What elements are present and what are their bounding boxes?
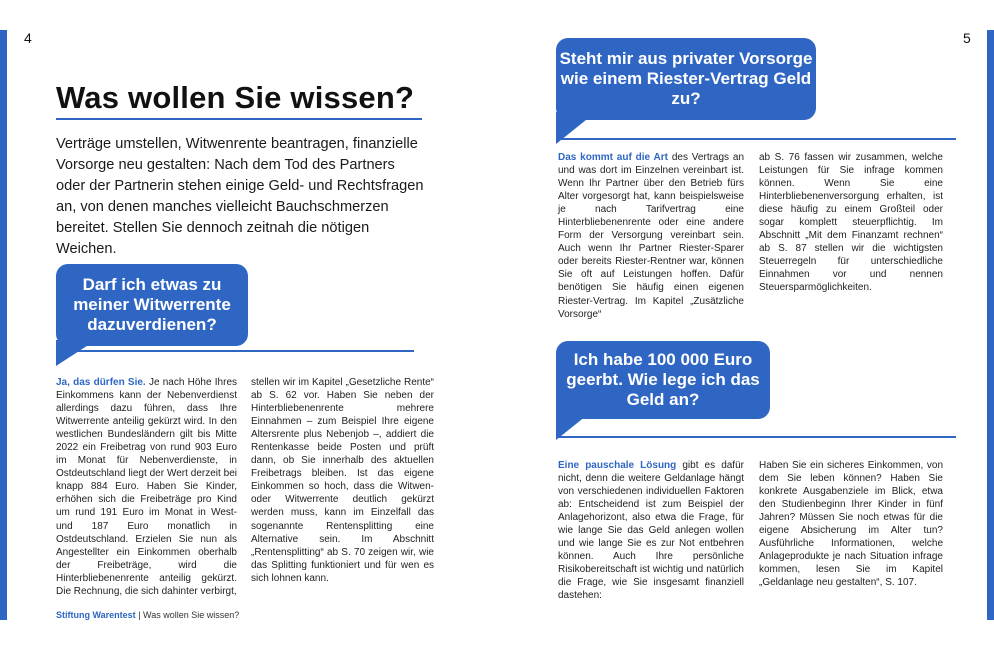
- answer-1-lead: Ja, das dürfen Sie.: [56, 377, 146, 388]
- page-title: Was wollen Sie wissen?: [56, 80, 415, 115]
- answer-1-text-1: Je nach Höhe Ihres Einkommens kann der Nebenverdienst allerdings dazu führen, dass Ihre Witwerrente anteilig gekürzt wird. In den westlichen Bundesländern gilt bis Mitte 2022 ein Freibetrag von rund 903 Euro im Monat für Nebenverdienste, in Ostdeutschland liegt der Wert derzeit bei knapp 884 Euro. Haben Sie Kinder, erhöhen sich die Freibeträge pro Kind um rund 191 Euro im Monat in West- und 187 Euro monatlich in Ostdeutschland. Erzielen Sie nun als Angestellter ein Einkommen oberhalb der Freibeträge, wird die Hinterbliebenenrente anteilig gekürzt. Die Rechnung, die sich dahinter verbirgt,: [56, 377, 238, 597]
- answer-1-column-2: [251, 376, 434, 585]
- answer-3-text-2: Haben Sie ein sicheres Einkommen, von dem Sie leben können? Haben Sie konkrete Ausgabenziele im Blick, etwa den Studienbeginn Ihrer Kinder in fünf Jahren? Müssen Sie noch etwas für die eigene Absicherung im Alter tun? Ausführliche Informationen, welche Anlageprodukte je nach Situation infrage kommen, lesen Sie im Kapitel „Geldanlage neu gestalten“, S. 107.: [759, 460, 943, 589]
- answer-2-column-2: [759, 151, 943, 295]
- question-2-text: Steht mir aus privater Vorsorge wie einem Riester-Vertrag Geld zu?: [559, 49, 813, 108]
- question-bubble-erbschaft: [556, 341, 770, 419]
- question-3-rule: [556, 436, 956, 438]
- answer-3-column-1: [558, 459, 744, 603]
- answer-1-text-2: stellen wir im Kapitel „Gesetzliche Rente“ ab S. 62 vor. Haben Sie neben der Hinterbliebenenrente mehrere Einnahmen – zum Beispiel Ihre eigene Altersrente plus Nebenjob –, addiert die Rentenkasse beide Posten und prüft dann, ob Sie innerhalb des aktuellen Freibetrags bleiben. Ist das eigene Einkommen so hoch, dass die Witwen- oder Witwerrente deutlich gekürzt werden muss, kann im Einzelfall das sogenannte Rentensplitting eine Alternative sein. Im Abschnitt „Rentensplitting“ ab S. 70 zeigen wir, wie das Splitting funktioniert und für wen es sich lohnen kann.: [251, 377, 434, 584]
- question-1-text: Darf ich etwas zu meiner Witwerrente dazuverdienen?: [73, 275, 231, 334]
- left-page-edge-bar: [0, 30, 7, 620]
- question-3-text: Ich habe 100 000 Euro geerbt. Wie lege ich das Geld an?: [566, 350, 760, 409]
- question-1-rule: [56, 350, 414, 352]
- question-2-rule: [556, 138, 956, 140]
- right-page-edge-bar: [987, 30, 994, 620]
- footer-separator: |: [138, 610, 141, 620]
- page-number-right: 5: [963, 30, 971, 46]
- answer-2-text-1: des Vertrags an und was dort im Einzelnen vereinbart ist. Wenn Ihr Partner über den Betrieb fürs Alter vorgesorgt hat, kann beispielsweise je nach Tarifvertrag eine Hinterbliebenenrente oder eine andere Form der Versorgung vereinbart sein. Auch wenn Ihr Partner Riester-Sparer oder bereits Riester-Rentner war, können Sie oft auf Leistungen hoffen. Dafür benötigen Sie häufig einen eigenen Riester-Vertrag. Im Kapitel „Zusätzliche Vorsorge“: [558, 152, 745, 320]
- intro-paragraph: Verträge umstellen, Witwenrente beantragen, finanzielle Vorsorge neu gestalten: Nach dem Tod des Partners oder der Partnerin stehen einige Geld- und Rechtsfragen an, von denen manches vielleicht Bauchschmerzen bereitet. Stellen Sie dennoch zeitnah die nötigen Weichen.: [56, 136, 424, 257]
- answer-2-lead: Das kommt auf die Art: [558, 152, 668, 163]
- footer-brand: Stiftung Warentest: [56, 610, 136, 620]
- footer-section: Was wollen Sie wissen?: [143, 610, 240, 620]
- answer-2-column-1: [558, 151, 744, 321]
- answer-3-column-2: [759, 459, 943, 589]
- answer-2-text-2: ab S. 76 fassen wir zusammen, welche Leistungen für Sie infrage kommen können. Wenn Sie eine Hinterbliebenenversorgung erhalten, ist diese häufig zu einem Großteil oder sogar komplett steuerpflichtig. Im Abschnitt „Mit dem Finanzamt rechnen“ ab S. 87 stellen wir die wichtigsten Steuerregeln für unterschiedliche Einnahmen vor und nennen Steuersparmöglichkeiten.: [759, 152, 943, 294]
- page-number-left: 4: [24, 30, 32, 46]
- answer-3-text-1: gibt es dafür nicht, denn die weitere Geldanlage hängt von verschiedenen individuellen Faktoren ab: Entscheidend ist zum Beispiel der Anlagehorizont, also etwa die Frage, für wie lange Sie das Geld anlegen wollen und wie lange Sie es zur Not entbehren können. Auch Ihre persönliche Risikobereitschaft ist wichtig und natürlich die Frage, wie Sie insgesamt finanziell dastehen:: [558, 460, 744, 602]
- question-bubble-riester: [556, 38, 816, 120]
- page-footer: [56, 610, 239, 620]
- question-bubble-witwerrente: [56, 264, 248, 346]
- answer-1-column-1: [56, 376, 237, 598]
- answer-3-lead: Eine pauschale Lösung: [558, 460, 677, 471]
- title-underline: [56, 118, 422, 120]
